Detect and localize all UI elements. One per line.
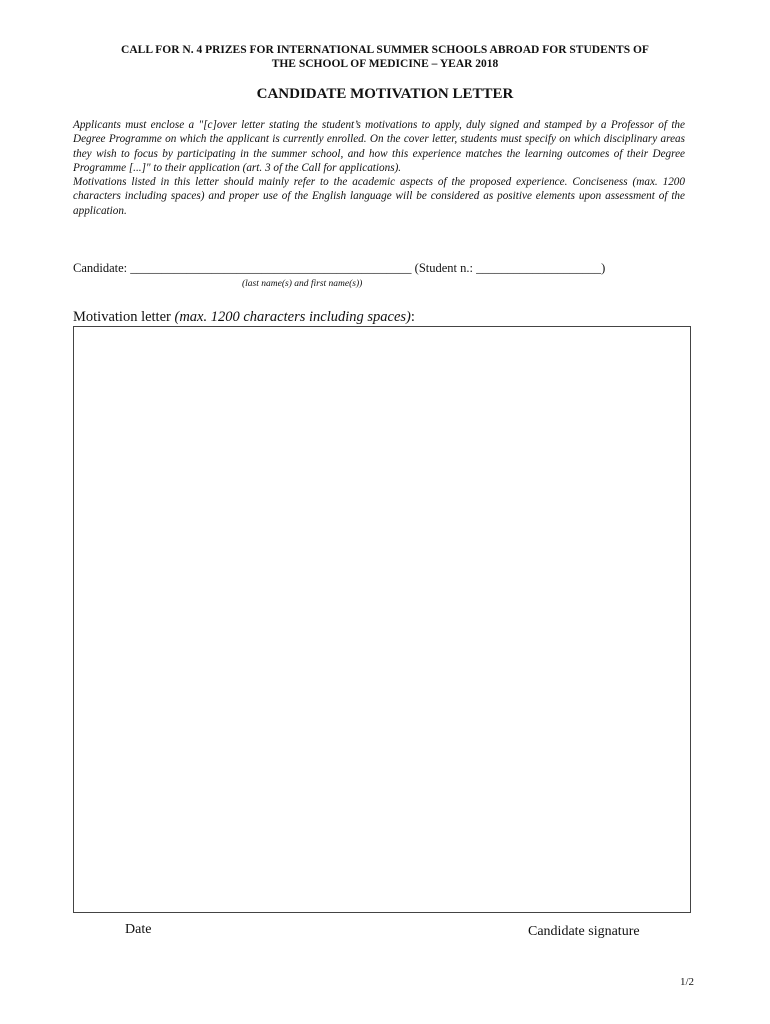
header-line-2: THE SCHOOL OF MEDICINE – YEAR 2018	[271, 58, 499, 70]
page-number: 1/2	[680, 976, 695, 988]
instructions-paragraph-2: Motivations listed in this letter should mainly refer to the academic aspects of the proposed experience. Conciseness (max. 1200 characters including spaces) and proper use of the English language will be considered as positive elements upon assessment of the application.	[73, 176, 685, 217]
instructions	[73, 118, 685, 218]
motivation-label-text: Motivation letter	[73, 309, 175, 325]
candidate-signature-label: Candidate signature	[528, 924, 640, 939]
motivation-letter-box[interactable]	[73, 326, 691, 913]
date-label: Date	[125, 922, 152, 937]
header-line-1: CALL FOR N. 4 PRIZES FOR INTERNATIONAL SUMMER SCHOOLS ABROAD FOR STUDENTS OF	[121, 44, 649, 56]
student-number-close: )	[601, 261, 606, 275]
student-number-label: (Student n.:	[411, 261, 477, 275]
candidate-name-hint: (last name(s) and first name(s))	[242, 279, 363, 289]
instructions-paragraph-1: Applicants must enclose a "[c]over letter stating the student’s motivations to apply, duly signed and stamped by a Professor of the Degree Programme on which the applicant is currently enrolled. On the cover letter, students must specify on which disciplinary areas they wish to focus by participating in the summer school, and how this experience matches the learning outcomes of their Degree Programme [...]" to their application (art. 3 of the Call for applications).	[73, 119, 685, 174]
motivation-label-colon: :	[410, 309, 415, 325]
candidate-name-field[interactable]: _____________________________________________	[130, 261, 412, 275]
candidate-label: Candidate:	[73, 261, 131, 275]
motivation-length-note: (max. 1200 characters including spaces)	[174, 309, 411, 325]
document-header	[60, 43, 710, 71]
student-number-field[interactable]: ____________________	[476, 261, 602, 275]
motivation-label	[73, 309, 415, 326]
page-title: CANDIDATE MOTIVATION LETTER	[256, 86, 514, 102]
candidate-line	[73, 261, 693, 276]
